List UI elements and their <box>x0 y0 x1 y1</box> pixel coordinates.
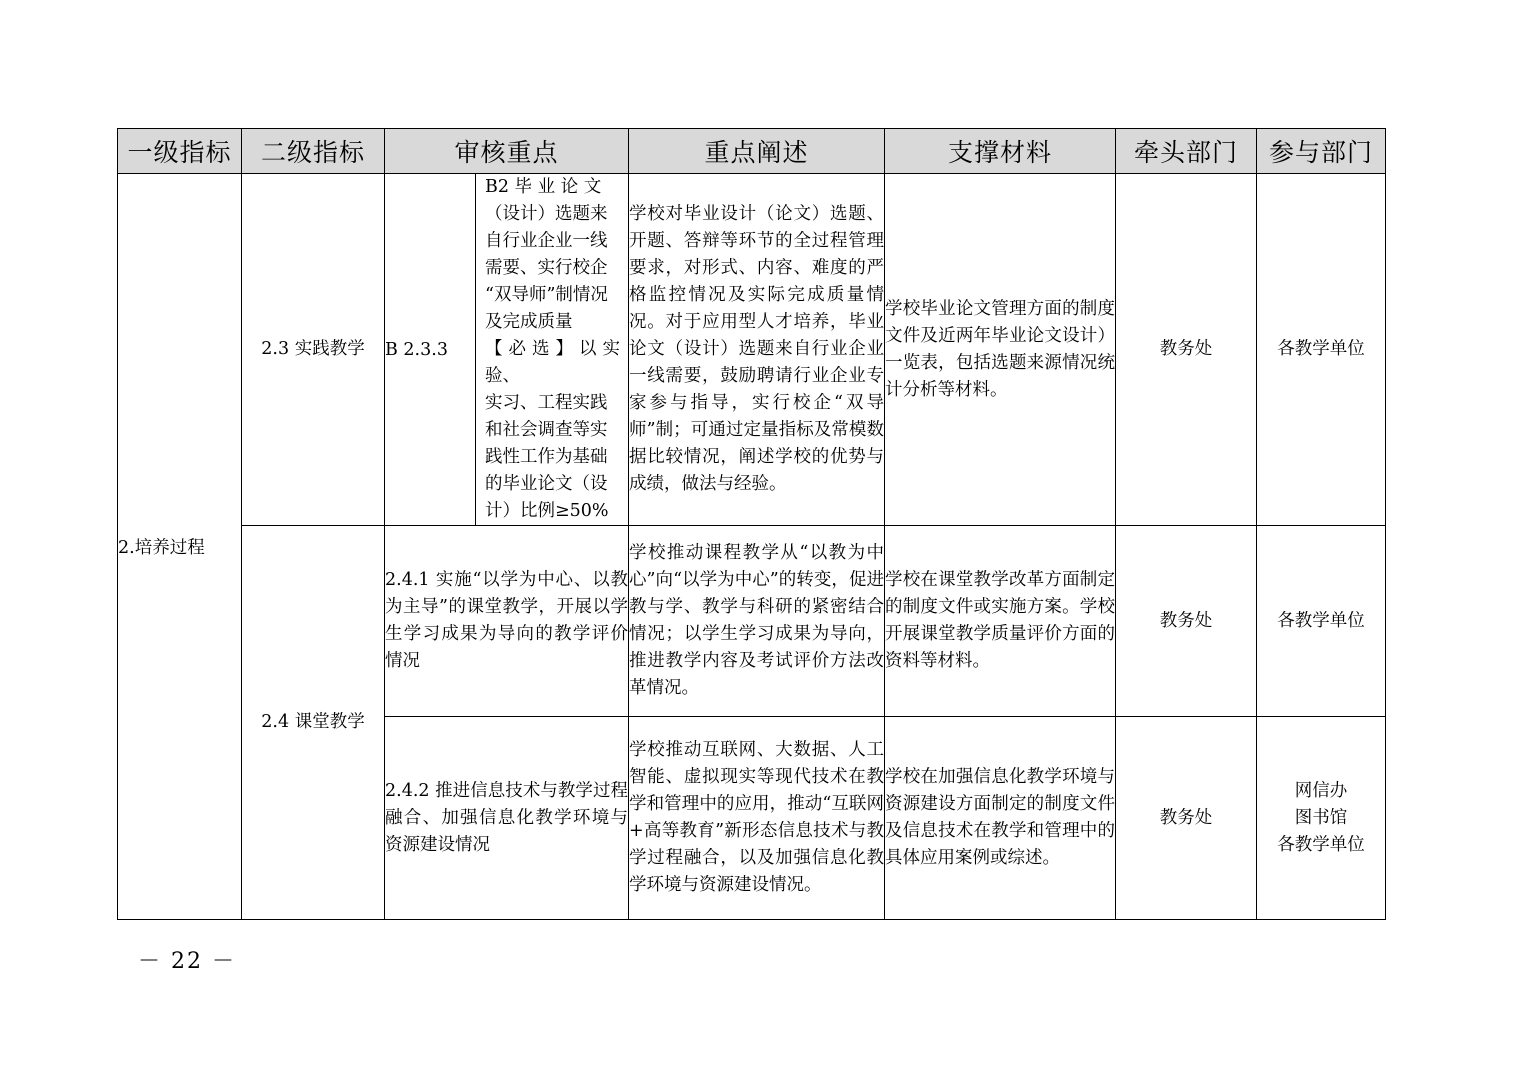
header-review-focus: 审核重点 <box>385 129 629 174</box>
focus-line: “双导师”制情况 <box>485 285 608 305</box>
header-materials: 支撑材料 <box>885 129 1116 174</box>
focus-line: 需要、实行校企 <box>485 258 608 278</box>
materials-cell: 学校毕业论文管理方面的制度文件及近两年毕业论文设计）一览表，包括选题来源情况统计分析等材料。 <box>885 174 1116 526</box>
focus-line: （设计）选题来 <box>485 204 608 224</box>
elaboration-cell: 学校推动课程教学从“以教为中心”向“以学为中心”的转变，促进教与学、教学与科研的紧密结合情况；以学生学习成果为导向，推进教学内容及考试评价方法改革情况。 <box>629 526 885 717</box>
elaboration-cell: 学校推动互联网、大数据、人工智能、虚拟现实等现代技术在教学和管理中的应用，推动“互联网+高等教育”新形态信息技术与教学过程融合，以及加强信息化教学环境与资源建设情况。 <box>629 717 885 920</box>
lead-dept-cell: 教务处 <box>1116 717 1257 920</box>
lead-dept-cell: 教务处 <box>1116 174 1257 526</box>
focus-line: 自行业企业一线 <box>485 231 608 251</box>
participant-dept-cell <box>1257 526 1386 717</box>
focus-line: 计）比例≥50% <box>485 501 609 521</box>
focus-line: B2 毕 业 论 文 <box>485 177 602 197</box>
header-participant-dept: 参与部门 <box>1257 129 1386 174</box>
lead-dept-cell: 教务处 <box>1116 526 1257 717</box>
focus-line: 践性工作为基础 <box>485 447 608 467</box>
focus-text-cell <box>476 174 629 526</box>
focus-line: 【必选】以实验、 <box>485 339 621 386</box>
participant-dept: 网信办 <box>1294 780 1348 801</box>
level2-cell: 2.3 实践教学 <box>242 174 385 526</box>
focus-text-cell: 2.4.2 推进信息技术与教学过程融合、加强信息化教学环境与资源建设情况 <box>385 717 629 920</box>
participant-dept-cell <box>1257 717 1386 920</box>
focus-line: 及完成质量 <box>485 312 573 332</box>
header-level2: 二级指标 <box>242 129 385 174</box>
focus-line: 的毕业论文（设 <box>485 474 608 494</box>
table-row <box>118 174 1386 526</box>
materials-cell: 学校在课堂教学改革方面制定的制度文件或实施方案。学校开展课堂教学质量评价方面的资料等材料。 <box>885 526 1116 717</box>
page-number: － 22 － <box>138 949 236 974</box>
participant-dept: 图书馆 <box>1294 807 1348 828</box>
participant-dept-cell <box>1257 174 1386 526</box>
evaluation-table <box>117 128 1386 920</box>
participant-dept: 各教学单位 <box>1277 339 1365 359</box>
participant-dept: 各教学单位 <box>1277 834 1365 855</box>
elaboration-cell: 学校对毕业设计（论文）选题、开题、答辩等环节的全过程管理要求，对形式、内容、难度的严格监控情况及实际完成质量情况。对于应用型人才培养，毕业论文（设计）选题来自行业企业一线需要，鼓励聘请行业企业专家参与指导，实行校企“双导师”制；可通过定量指标及常模数据比较情况，阐述学校的优势与成绩，做法与经验。 <box>629 174 885 526</box>
header-level1: 一级指标 <box>118 129 242 174</box>
focus-text-cell: 2.4.1 实施“以学为中心、以教为主导”的课堂教学，开展以学生学习成果为导向的教学评价情况 <box>385 526 629 717</box>
header-lead-dept: 牵头部门 <box>1116 129 1257 174</box>
focus-line: 和社会调查等实 <box>485 420 608 440</box>
header-elaboration: 重点阐述 <box>629 129 885 174</box>
table-header-row <box>118 129 1386 174</box>
table-row <box>118 526 1386 717</box>
focus-code-cell: B 2.3.3 <box>385 174 476 526</box>
materials-cell: 学校在加强信息化教学环境与资源建设方面制定的制度文件及信息技术在教学和管理中的具体应用案例或综述。 <box>885 717 1116 920</box>
level2-cell: 2.4 课堂教学 <box>242 526 385 920</box>
participant-dept: 各教学单位 <box>1277 610 1365 631</box>
level1-cell: 2.培养过程 <box>118 174 242 920</box>
focus-line: 实习、工程实践 <box>485 393 608 413</box>
